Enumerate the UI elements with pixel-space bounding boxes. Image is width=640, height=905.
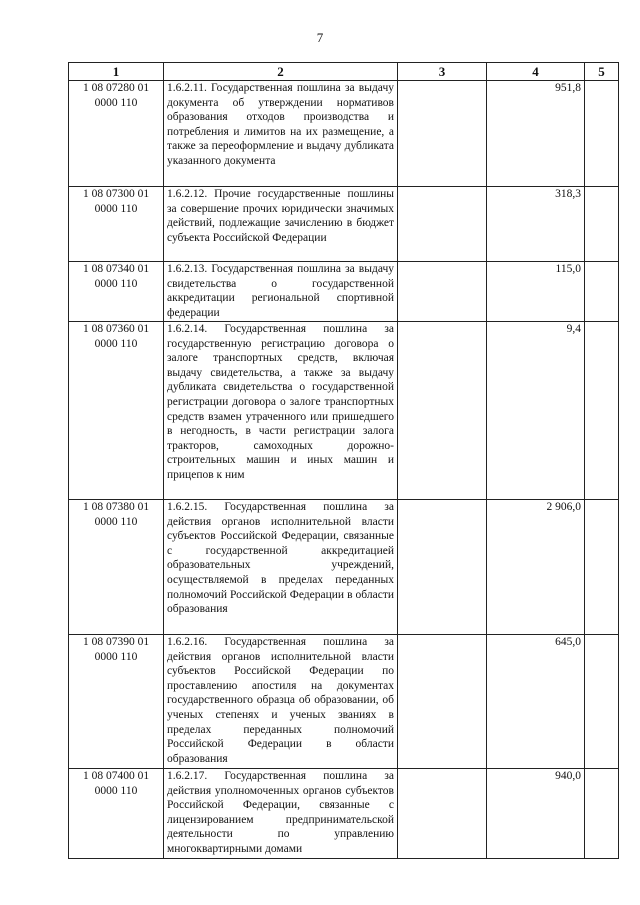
col5-cell	[585, 635, 619, 769]
revenue-name-cell: 1.6.2.13. Государственная пошлина за выдачу свидетельства о государственной аккредитации региональной спортивной федерации	[164, 262, 398, 322]
table-row	[69, 322, 619, 500]
col5-cell	[585, 769, 619, 859]
table-row	[69, 635, 619, 769]
col5-cell	[585, 187, 619, 262]
revenue-code-cell: 1 08 07380 01 0000 110	[69, 500, 164, 635]
table-row	[69, 500, 619, 635]
table-row	[69, 262, 619, 322]
revenue-code-cell: 1 08 07390 01 0000 110	[69, 635, 164, 769]
header-col-4: 4	[487, 63, 585, 81]
revenue-code-cell: 1 08 07400 01 0000 110	[69, 769, 164, 859]
revenue-code-cell: 1 08 07300 01 0000 110	[69, 187, 164, 262]
table-row	[69, 769, 619, 859]
header-col-2: 2	[164, 63, 398, 81]
amount-cell: 951,8	[487, 81, 585, 187]
col3-cell	[398, 322, 487, 500]
col3-cell	[398, 81, 487, 187]
col5-cell	[585, 322, 619, 500]
col5-cell	[585, 262, 619, 322]
revenue-name-cell: 1.6.2.17. Государственная пошлина за действия уполномоченных органов субъектов Российской Федерации, связанные с лицензированием предпринимательской деятельности по управлению многоквартирными домами	[164, 769, 398, 859]
amount-cell: 9,4	[487, 322, 585, 500]
header-col-5: 5	[585, 63, 619, 81]
revenue-code-cell: 1 08 07280 01 0000 110	[69, 81, 164, 187]
col5-cell	[585, 500, 619, 635]
revenue-code-cell: 1 08 07340 01 0000 110	[69, 262, 164, 322]
amount-cell: 115,0	[487, 262, 585, 322]
amount-cell: 318,3	[487, 187, 585, 262]
revenue-name-cell: 1.6.2.12. Прочие государственные пошлины за совершение прочих юридически значимых действий, подлежащие зачислению в бюджет субъекта Российской Федерации	[164, 187, 398, 262]
revenue-name-cell: 1.6.2.14. Государственная пошлина за государственную регистрацию договора о залоге транспортных средств, включая выдачу свидетельства, а также за выдачу дубликата свидетельства о государственной регистрации договора о залоге транспортных средств взамен утраченного или пришедшего в негодность, в части регистрации залога тракторов, самоходных дорожно-строительных машин и иных машин и прицепов к ним	[164, 322, 398, 500]
col3-cell	[398, 769, 487, 859]
header-row	[69, 63, 619, 81]
col3-cell	[398, 262, 487, 322]
table-row	[69, 81, 619, 187]
col3-cell	[398, 635, 487, 769]
revenue-name-cell: 1.6.2.16. Государственная пошлина за действия органов исполнительной власти субъектов Российской Федерации по проставлению апостиля на документах государственного образца об образовании, об ученых степенях и ученых званиях в пределах переданных полномочий Российской Федерации в области образования	[164, 635, 398, 769]
col5-cell	[585, 81, 619, 187]
col3-cell	[398, 500, 487, 635]
amount-cell: 2 906,0	[487, 500, 585, 635]
header-col-3: 3	[398, 63, 487, 81]
revenue-code-cell: 1 08 07360 01 0000 110	[69, 322, 164, 500]
amount-cell: 645,0	[487, 635, 585, 769]
col3-cell	[398, 187, 487, 262]
page-number: 7	[316, 30, 324, 45]
revenue-name-cell: 1.6.2.15. Государственная пошлина за действия органов исполнительной власти субъектов Российской Федерации, связанные с государственной аккредитацией образовательных учреждений, осуществляемой в пределах переданных полномочий Российской Федерации в области образования	[164, 500, 398, 635]
budget-revenue-table	[68, 62, 619, 859]
header-col-1: 1	[69, 63, 164, 81]
amount-cell: 940,0	[487, 769, 585, 859]
revenue-name-cell: 1.6.2.11. Государственная пошлина за выдачу документа об утверждении нормативов образования отходов производства и потребления и лимитов на их размещение, а также за переоформление и выдачу дубликата указанного документа	[164, 81, 398, 187]
table-row	[69, 187, 619, 262]
